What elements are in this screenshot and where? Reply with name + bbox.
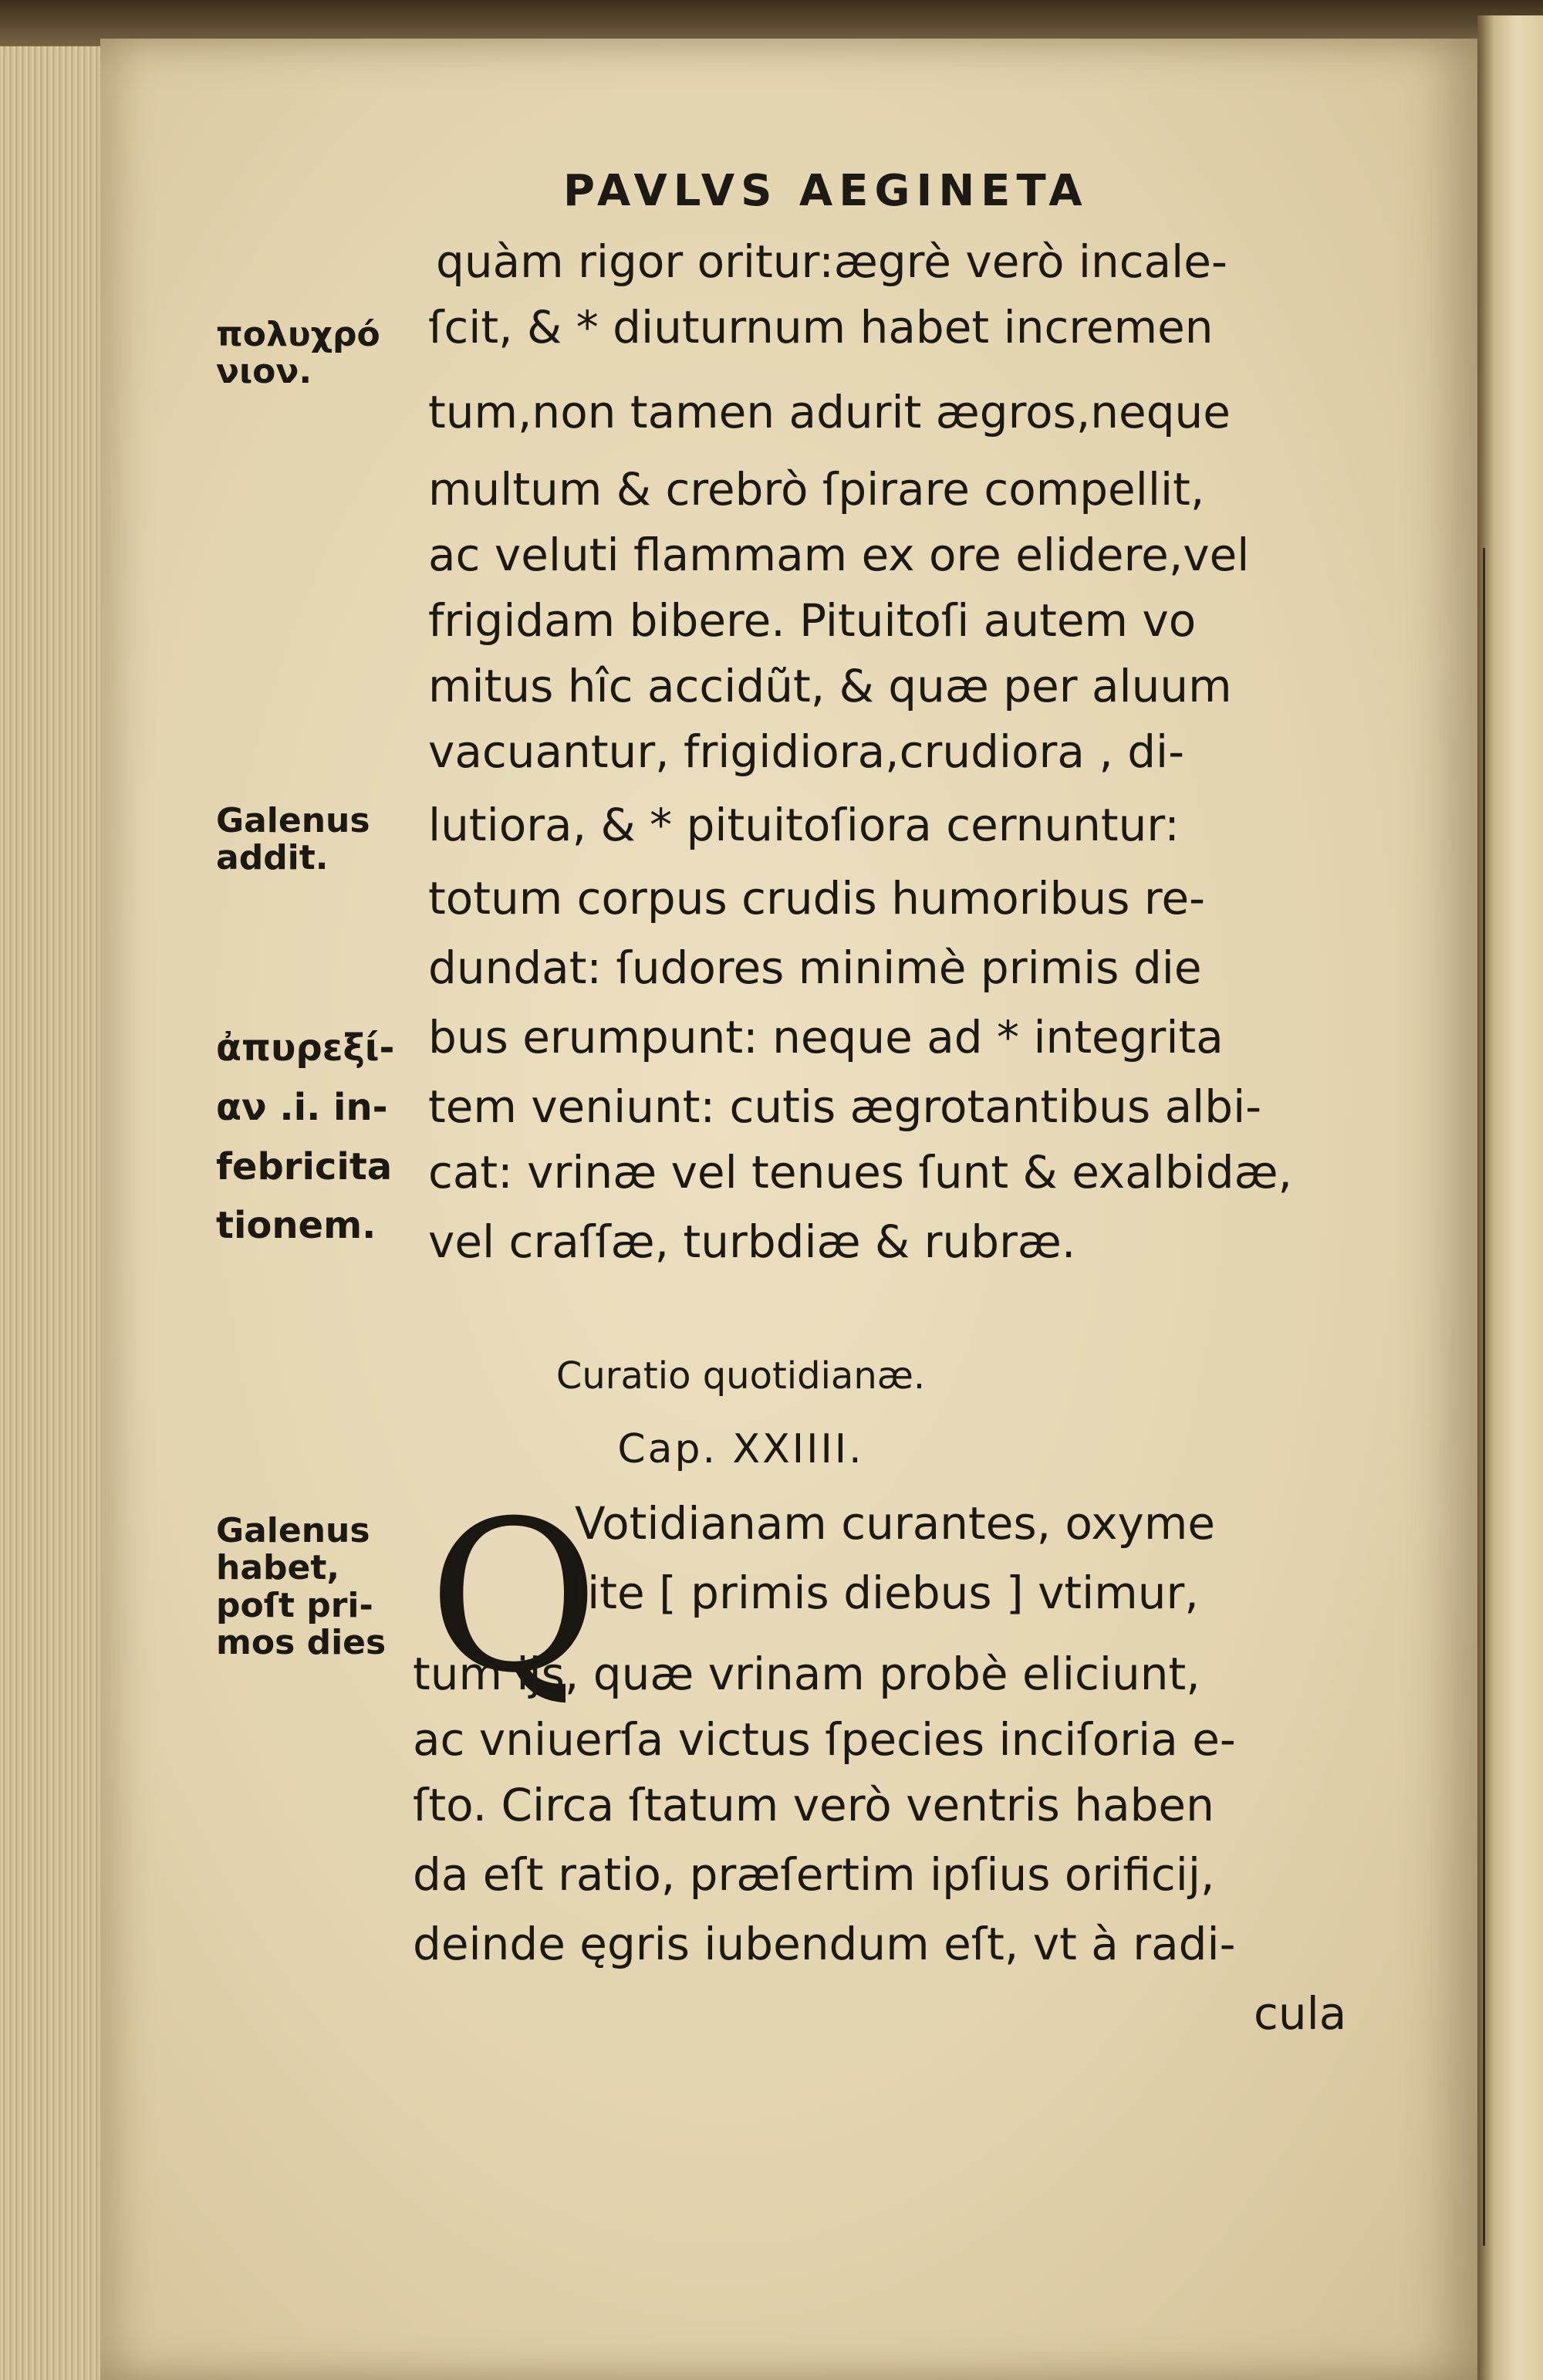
- margin-note-line: febricita: [216, 1144, 393, 1188]
- margin-note-apyrexia: [216, 1019, 440, 1256]
- text-line: mitus hîc accidũt, & quæ per aluum: [428, 660, 1232, 712]
- text-line: lutiora, & * pituitoſiora cernuntur:: [428, 799, 1180, 851]
- text-line: tum,non tamen adurit ægros,neque: [428, 386, 1231, 438]
- text-line: ſcit, & * diuturnum habet incremen: [428, 301, 1214, 353]
- margin-note-line: addit.: [216, 838, 329, 878]
- text-line: Votidianam curantes, oxyme: [575, 1497, 1216, 1550]
- text-line: vel craſſæ, turbdiæ & rubræ.: [428, 1215, 1076, 1268]
- margin-note-line: habet,: [216, 1548, 340, 1588]
- margin-note-line: mos dies: [216, 1623, 387, 1663]
- margin-note-line: ἀπυρεξί-: [216, 1026, 395, 1070]
- text-line: totum corpus crudis humoribus re-: [428, 872, 1206, 925]
- margin-note-line: tionem.: [216, 1204, 376, 1248]
- margin-note-line: νιον.: [216, 352, 312, 392]
- text-line: ac vniuerſa victus ſpecies inciſoria e-: [413, 1713, 1236, 1766]
- text-line: ſto. Circa ſtatum verò ventris haben: [413, 1779, 1214, 1831]
- drop-cap: Q: [428, 1476, 599, 1719]
- margin-note-line: αν .i. in-: [216, 1085, 388, 1129]
- text-line: ac veluti flammam ex ore elidere,vel: [428, 529, 1250, 581]
- text-line: bus erumpunt: neque ad * integrita: [428, 1011, 1224, 1063]
- text-line: multum & crebrò ſpirare compellit,: [428, 463, 1205, 516]
- page-edges: [0, 46, 110, 2380]
- margin-note-line: poſt pri-: [216, 1585, 373, 1625]
- margin-note-greek: [216, 316, 440, 391]
- margin-note-galenus-habet: [216, 1513, 440, 1662]
- chapter-number: Cap. XXIIII.: [617, 1426, 864, 1472]
- text-line: tem veniunt: cutis ægrotantibus albi-: [428, 1080, 1262, 1133]
- facing-page-rule: [1483, 548, 1485, 2246]
- text-line: lite [ primis diebus ] vtimur,: [575, 1567, 1199, 1619]
- catchword: cula: [1254, 1987, 1347, 2040]
- text-line: deinde ęgris iubendum eſt, vt à radi-: [413, 1918, 1236, 1970]
- margin-note-galenus-addit: [216, 803, 440, 877]
- text-line: da eſt ratio, præſertim ipſius orificij,: [413, 1848, 1215, 1901]
- text-line: frigidam bibere. Pituitoſi autem vo: [428, 594, 1197, 647]
- margin-note-line: Galenus: [216, 1511, 370, 1550]
- text-line: quàm rigor oritur:ægrè verò incale-: [436, 235, 1227, 288]
- margin-note-line: Galenus: [216, 801, 370, 840]
- section-title: Curatio quotidianæ.: [555, 1354, 926, 1398]
- text-line: dundat: ſudores minimè primis die: [428, 942, 1202, 994]
- text-line: cat: vrinæ vel tenues ſunt & exalbidæ,: [428, 1146, 1292, 1198]
- facing-page-edge: [1477, 15, 1543, 2380]
- text-line: tum ijs, quæ vrinam probè eliciunt,: [413, 1648, 1200, 1700]
- margin-note-line: πολυχρό: [216, 315, 380, 354]
- text-line: vacuantur, frigidiora,crudiora , di-: [428, 725, 1185, 778]
- running-head: PAVLVS AEGINETA: [563, 166, 1089, 216]
